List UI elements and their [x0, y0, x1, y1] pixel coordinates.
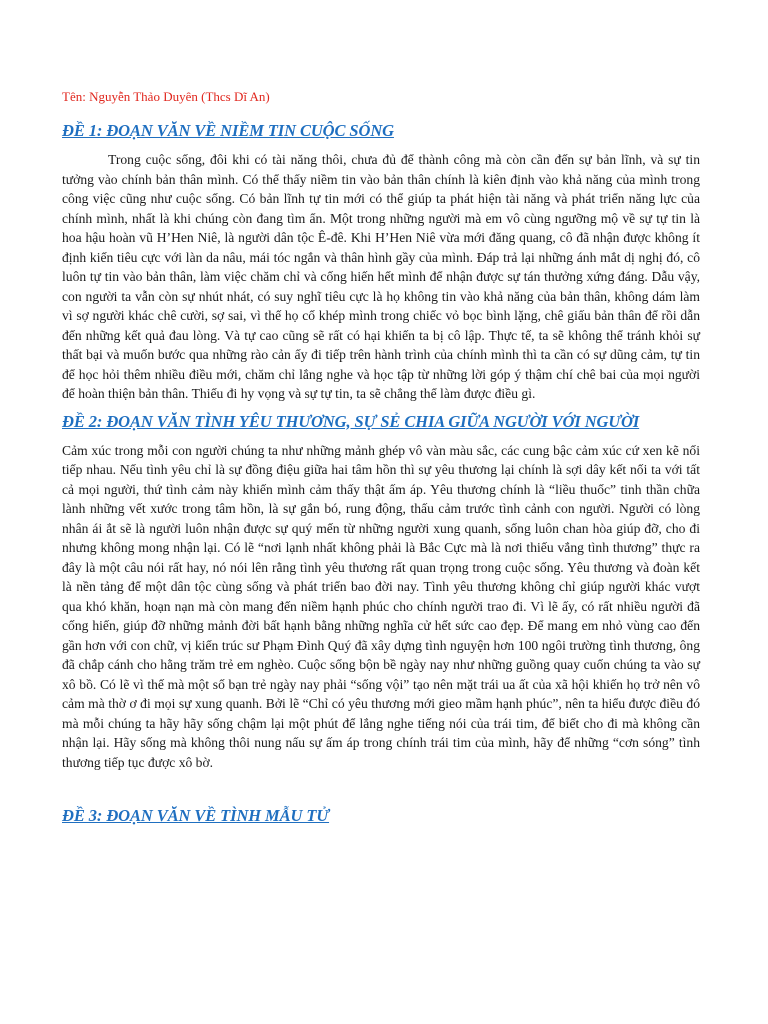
- section-3-heading: ĐỀ 3: ĐOẠN VĂN VỀ TÌNH MẪU TỬ: [62, 806, 330, 825]
- section-1-body: Trong cuộc sống, đôi khi có tài năng thôi, chưa đủ để thành công mà còn cần đến sự bản lĩnh, và sự tin tưởng vào chính bản thân mình. Có thể thấy niềm tin vào bản thân chính là kiên định vào khả năng của mình trong công việc cũng như cuộc sống. Có bản lĩnh tự tin mới có thể giúp ta phát hiện tài năng và phát triển năng lực của chính mình, nhất là khi chúng còn đang tìm ẩn. Một trong những người mà em vô cùng ngưỡng mộ về sự tự tin là hoa hậu hoàn vũ H’Hen Niê, là người dân tộc Ê-đê. Khi H’Hen Niê vừa mới đăng quang, cô đã nhận được không ít định kiến tiêu cực với làn da nâu, mái tóc ngắn và thân hình gầy của mình. Đáp trả lại những ánh mắt dị nghị đó, cô luôn tự tin vào bản thân, làm việc chăm chỉ và cống hiến hết mình để nhận được sự tán thưởng xứng đáng. Dẫu vậy, con người ta vẫn còn sự nhút nhát, có suy nghĩ tiêu cực là họ không tin vào khả năng của bản thân, không dám làm vì sợ người khác chê cười, sợ sai, vì thế họ cố khép mình trong chiếc vỏ bọc bình lặng, chê giấu bản thân để rồi dẫn đến những kết quả đau lòng. Và tự cao cũng sẽ rất có hại khiến ta bị cô lập. Thực tế, ta sẽ không thể tránh khỏi sự thất bại và muốn bước qua những rào cản ấy đi tiếp trên hành trình của chính mình thì ta cần có sự dũng cảm, tự tin để học hỏi thêm nhiều điều mới, chăm chỉ lắng nghe và học tập từ những lời góp ý thậm chí chê bai của mọi người để hoàn thiện bản thân. Thiếu đi hy vọng và sự tự tin, ta sẽ chẳng thể làm được điều gì.: [62, 152, 700, 401]
- document-page: [62, 88, 700, 835]
- section-2-body: Cảm xúc trong mỗi con người chúng ta như những mảnh ghép vô vàn màu sắc, các cung bậc cảm xúc cứ xen kẽ nối tiếp nhau. Nếu tình yêu chỉ là sự đồng điệu giữa hai tâm hồn thì sự yêu thương lại chính là sợi dây kết nối ta với tất cả mọi người, thứ tình cảm này khiến mình cảm thấy thật ấm áp. Yêu thương chính là “liều thuốc” tinh thần chữa lành những vết xước trong tâm hồn, là sự gắn bó, rung động, thấu cảm trước tình cảnh con người. Người có lòng nhân ái ắt sẽ là người luôn nhận được sự quý mến từ những người xung quanh, sống luôn chan hòa giúp đỡ, cho đi nhưng không mong nhận lại. Có lẽ “nơi lạnh nhất không phải là Bắc Cực mà là nơi thiếu vắng tình thương” thực ra đây là một câu nói rất hay, nó nói lên rằng tình yêu thương rất quan trọng trong cuộc sống. Yêu thương và đoàn kết là nền tảng để một dân tộc cùng sống và phát triển bao đời nay. Tình yêu thương không chỉ giúp người khác vượt qua khó khăn, hoạn nạn mà còn mang đến niềm hạnh phúc cho chính người trao đi. Vì lẽ ấy, có rất nhiều người đã cống hiến, giúp đỡ những mảnh đời bất hạnh bằng những nghĩa cử hết sức cao đẹp. Để mang em nhỏ vùng cao đến gần hơn với con chữ, vị kiến trúc sư Phạm Đình Quý đã xây dựng tình nguyện hơn 100 ngôi trường tình thương, ông đã chắp cánh cho hằng trăm trẻ em nghèo. Cuộc sống bộn bề ngày nay như những guồng quay cuốn chúng ta vào sự xô bồ. Có lẽ vì thế mà một số bạn trẻ ngày nay phải “sống vội” tạo nên mặt trái ua ất của xã hội khiến họ trở nên vô cảm mà thờ ơ đi mọi sự xung quanh. Bởi lẽ “Chỉ có yêu thương mới gieo mầm hạnh phúc”, nên ta hiểu được điều đó mà mỗi chúng ta hãy hãy sống chậm lại một phút để lắng nghe tiếng nói của trái tim, để biết cho đi mà không cần nhận lại. Hãy sống mà không thôi nung nấu sự ấm áp trong chính trái tim của mình, hãy để những “cơn sóng” tình thương tiếp tục được xô bờ.: [62, 442, 700, 770]
- section-spacer: [62, 779, 700, 805]
- author-line: Tên: Nguyễn Thảo Duyên (Thcs Dĩ An): [62, 89, 270, 104]
- section-1-heading: ĐỀ 1: ĐOẠN VĂN VỀ NIỀM TIN CUỘC SỐNG: [62, 121, 394, 140]
- section-2-heading: ĐỀ 2: ĐOẠN VĂN TÌNH YÊU THƯƠNG, SỰ SẺ CHIA GIỮA NGƯỜI VỚI NGƯỜI: [62, 411, 640, 431]
